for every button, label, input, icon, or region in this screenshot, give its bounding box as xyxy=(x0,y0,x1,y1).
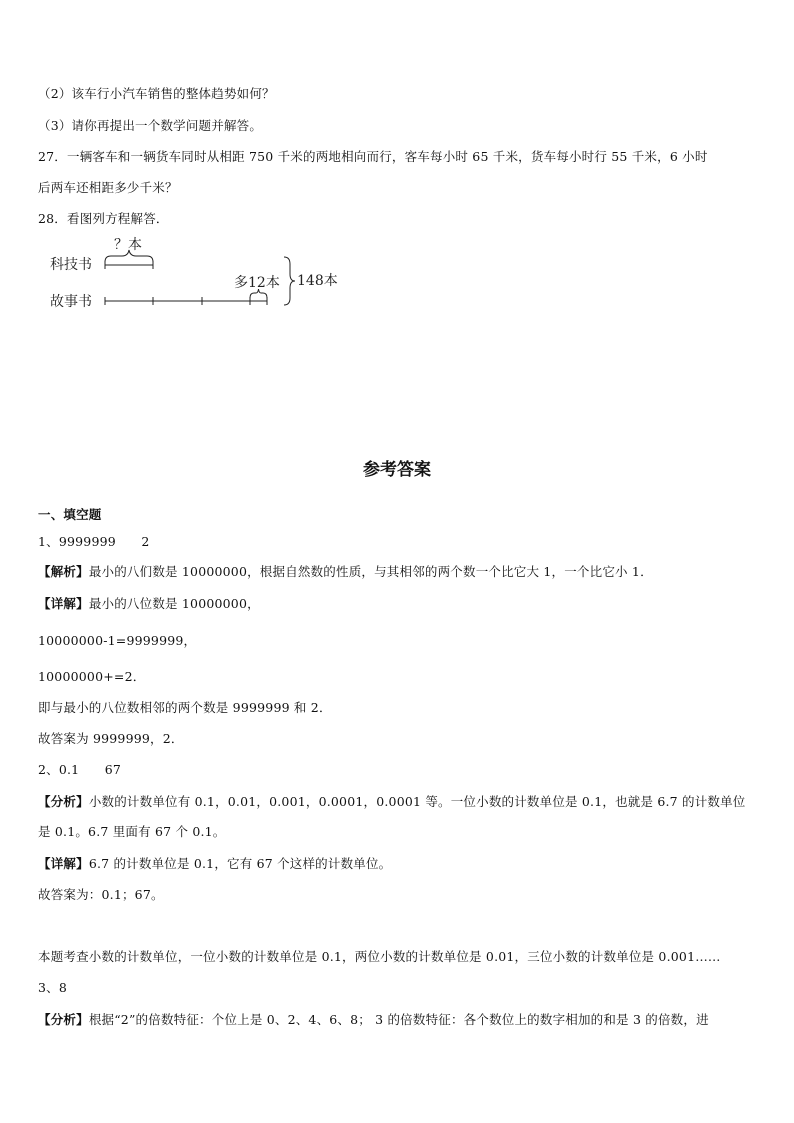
answer-1-final: 故答案为 9999999，2． xyxy=(38,731,184,746)
question-27-line1: 27．一辆客车和一辆货车同时从相距 750 千米的两地相向而行，客车每小时 65 千米，货车每小时行 55 千米，6 小时 xyxy=(38,149,708,164)
answer-2-fenxi-cont: 是 0.1。6.7 里面有 67 个 0.1。 xyxy=(38,824,226,839)
answer-1-head: 1、9999999 2 xyxy=(38,534,150,549)
answer-1-jiexi xyxy=(38,562,653,580)
fenxi-tag-3: 【分析】 xyxy=(38,1012,89,1027)
question-2: （2）该车行小汽车销售的整体趋势如何？ xyxy=(38,86,275,101)
total-label: 148本 xyxy=(297,273,338,289)
question-3: （3）请你再提出一个数学问题并解答。 xyxy=(38,118,263,133)
extra-label: 多12本 xyxy=(234,275,280,291)
jiexi-text: 最小的八们数是 10000000，根据自然数的性质，与其相邻的两个数一个比它大 1，一个比它小 1． xyxy=(88,564,653,579)
answers-title: 参考答案 xyxy=(363,460,431,480)
question-27-line2: 后两车还相距多少千米？ xyxy=(38,180,178,195)
fenxi-tag: 【分析】 xyxy=(38,794,89,809)
row2-label: 故事书 xyxy=(50,294,92,310)
xiangjie-tag-2: 【详解】 xyxy=(38,856,89,871)
answer-3-head: 3、8 xyxy=(38,980,68,995)
line-segment-diagram xyxy=(48,232,348,317)
jiexi-tag: 【解析】 xyxy=(38,564,89,579)
xiangjie-text: 最小的八位数是 10000000， xyxy=(88,596,260,611)
brace-unknown xyxy=(105,250,153,262)
answer-2-fenxi xyxy=(38,792,746,810)
row1-label: 科技书 xyxy=(50,257,92,273)
answer-2-note: 本题考查小数的计数单位，一位小数的计数单位是 0.1，两位小数的计数单位是 0.01，三位小数的计数单位是 0.001…… xyxy=(38,949,721,964)
answer-1-xiangjie xyxy=(38,594,260,612)
answer-1-conclusion: 即与最小的八位数相邻的两个数是 9999999 和 2． xyxy=(38,700,332,715)
answer-2-head: 2、0.1 67 xyxy=(38,762,122,777)
section-heading: 一、填空题 xyxy=(38,507,102,522)
answer-3-fenxi xyxy=(38,1010,709,1028)
answer-1-eq2: 10000000+=2． xyxy=(38,669,146,684)
xiangjie-text-2: 6.7 的计数单位是 0.1，它有 67 个这样的计数单位。 xyxy=(88,856,392,871)
fenxi-text-3: 根据“2”的倍数特征：个位上是 0、2、4、6、8； 3 的倍数特征：各个数位上的数字相加的和是 3 的倍数，进 xyxy=(88,1012,709,1027)
brace-total xyxy=(284,257,295,305)
answer-1-eq1: 10000000-1=9999999， xyxy=(38,633,197,648)
unknown-label: ？本 xyxy=(114,237,142,253)
question-28: 28．看图列方程解答． xyxy=(38,211,169,226)
answer-2-final: 故答案为：0.1；67。 xyxy=(38,887,164,902)
fenxi-text: 小数的计数单位有 0.1，0.01，0.001，0.0001，0.0001 等。一位小数的计数单位是 0.1，也就是 6.7 的计数单位 xyxy=(88,794,746,809)
xiangjie-tag: 【详解】 xyxy=(38,596,89,611)
answer-2-xiangjie xyxy=(38,854,391,872)
